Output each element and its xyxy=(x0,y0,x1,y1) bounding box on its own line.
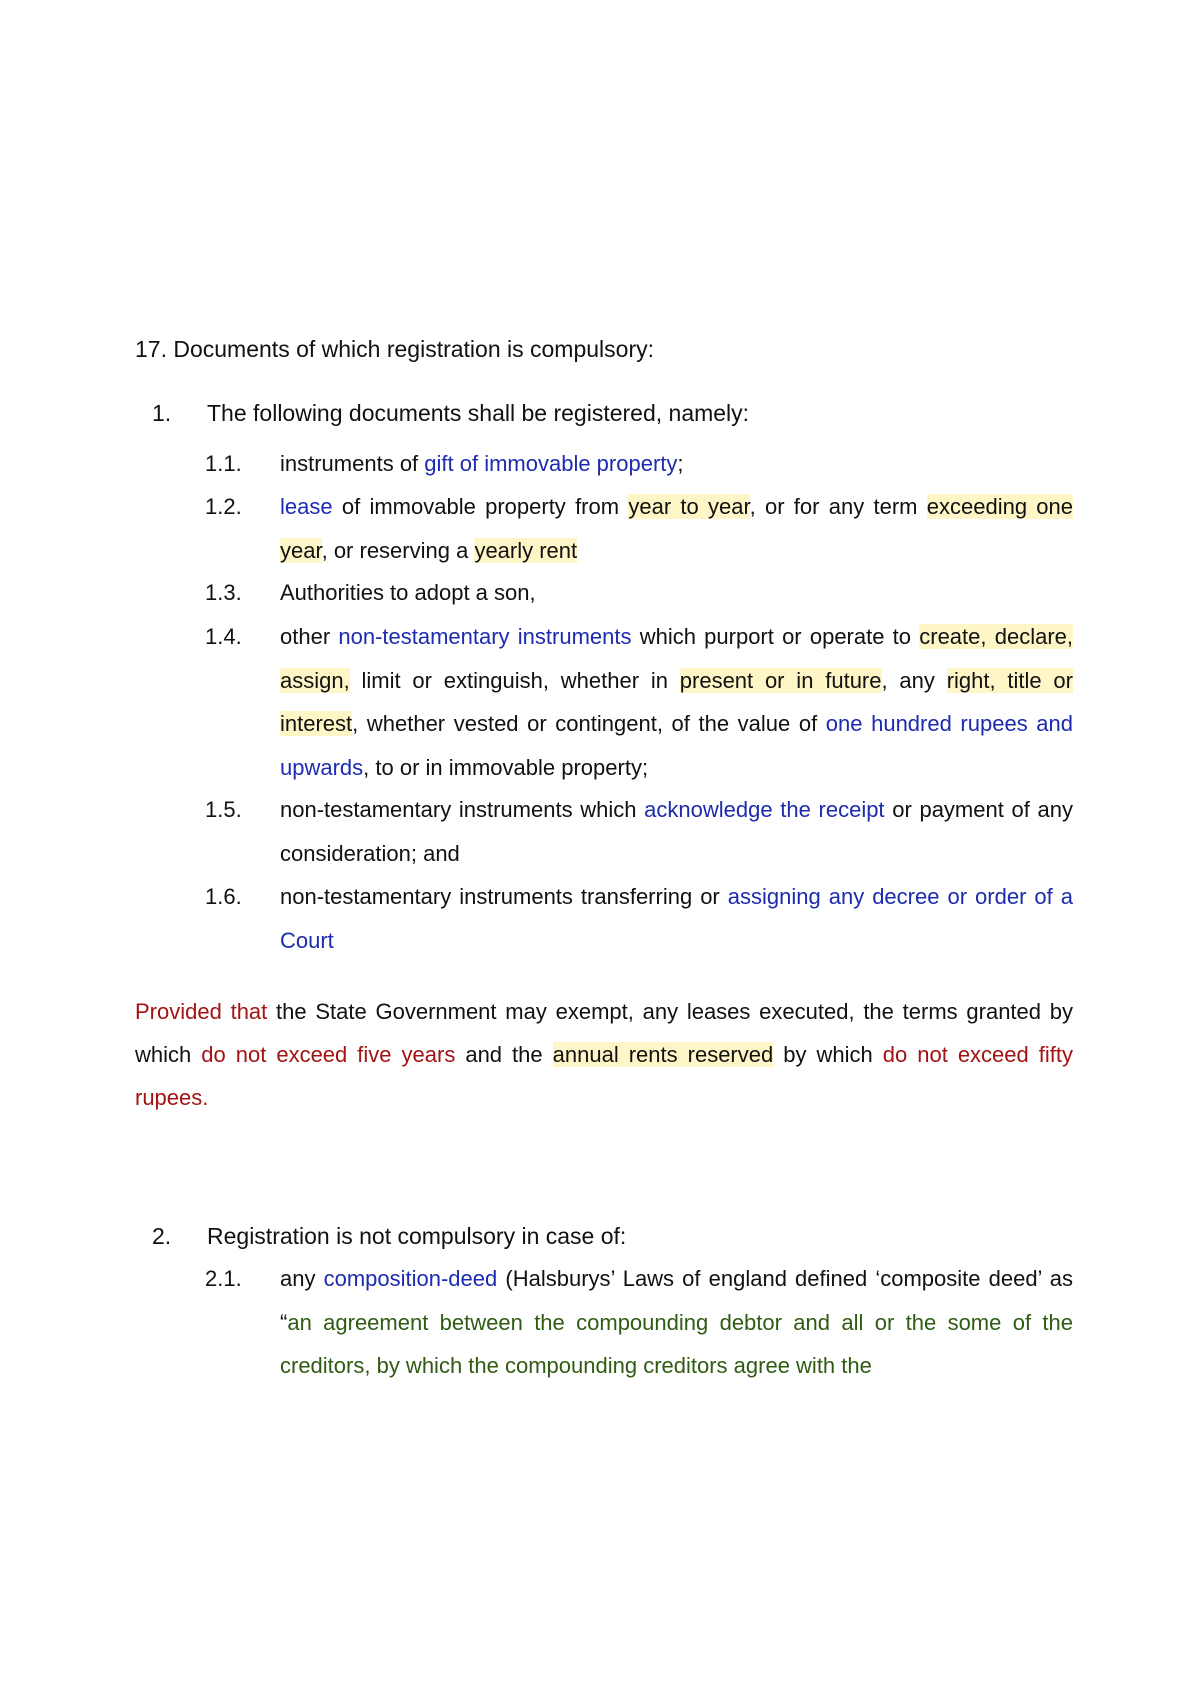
emphasis-text: one hundred rupees and upwards xyxy=(280,711,1074,780)
body-text: , or for any term xyxy=(749,494,927,519)
body-text: limit or extinguish, whether in xyxy=(349,667,680,693)
item-1-3-number: 1.3. xyxy=(205,580,242,605)
body-text: the State Government may exempt, any leases executed, the terms granted by which xyxy=(135,999,1073,1067)
body-text: any xyxy=(280,1266,324,1291)
highlighted-text: annual rents reserved xyxy=(552,1042,774,1067)
body-text: , to or in immovable property; xyxy=(363,754,649,780)
body-text: Authorities to adopt a son, xyxy=(280,580,536,605)
emphasis-text: gift of immovable property xyxy=(424,451,678,476)
item-2-1-number: 2.1. xyxy=(205,1266,242,1291)
section-1-text: The following documents shall be registered, namely: xyxy=(207,400,750,426)
body-text: , or reserving a xyxy=(321,537,475,563)
body-text: , whether vested or contingent, of the value of xyxy=(352,711,826,736)
body-text: by which xyxy=(773,1042,883,1067)
highlighted-text: create, declare, assign, xyxy=(280,624,1073,693)
emphasis-text: acknowledge the receipt xyxy=(644,797,885,822)
item-1-5-text xyxy=(280,788,1073,875)
item-1-6-number: 1.6. xyxy=(205,884,242,909)
item-1-6-text xyxy=(280,875,1073,962)
highlighted-text: year to year xyxy=(628,494,750,519)
emphasis-text: composition-deed xyxy=(323,1266,498,1291)
body-text: non-testamentary instruments transferring or xyxy=(280,884,728,909)
body-text: instruments of xyxy=(280,451,425,476)
section-2-text: Registration is not compulsory in case of: xyxy=(207,1223,627,1249)
body-text: other xyxy=(280,624,339,649)
highlighted-text: yearly rent xyxy=(474,537,578,563)
body-text: or payment of any consideration; and xyxy=(280,797,1074,866)
condition-text: do not exceed fifty rupees. xyxy=(135,1042,1073,1110)
section-2-number: 2. xyxy=(152,1223,172,1249)
item-1-3-text xyxy=(280,578,1073,608)
body-text: non-testamentary instruments which xyxy=(280,797,645,822)
body-text: which purport or operate to xyxy=(631,624,920,649)
highlighted-text: right, title or interest xyxy=(280,667,1073,736)
item-1-4-text xyxy=(280,615,1073,789)
highlighted-text: exceeding one year xyxy=(280,494,1074,563)
condition-text: do not exceed five years xyxy=(201,1042,456,1067)
body-text: , any xyxy=(881,667,947,693)
item-1-5-number: 1.5. xyxy=(205,797,242,822)
section-1-number: 1. xyxy=(152,400,172,426)
emphasis-text: assigning any decree or order of a Court xyxy=(280,884,1073,953)
body-text: and the xyxy=(455,1042,553,1067)
item-2-1-text xyxy=(280,1257,1073,1388)
body-text: (Halsburys’ Laws of england defined ‘composite deed’ as “ xyxy=(280,1266,1073,1335)
condition-text: Provided that xyxy=(135,999,268,1024)
item-1-2-text xyxy=(280,485,1073,572)
body-text: of immovable property from xyxy=(332,494,629,519)
definition-text: an agreement between the compounding debtor and all or the some of the creditors, by which the compounding creditors agree with the xyxy=(280,1309,1073,1378)
body-text: ; xyxy=(677,451,684,476)
proviso-paragraph xyxy=(135,990,1073,1119)
item-1-2-number: 1.2. xyxy=(205,494,242,519)
item-1-1-number: 1.1. xyxy=(205,451,242,476)
item-1-1-text xyxy=(280,449,1073,479)
emphasis-text: non-testamentary instruments xyxy=(338,624,632,649)
highlighted-text: present or in future xyxy=(679,667,882,693)
item-1-4-number: 1.4. xyxy=(205,624,242,649)
section-heading: 17. Documents of which registration is compulsory: xyxy=(135,336,654,362)
emphasis-text: lease xyxy=(280,494,333,519)
